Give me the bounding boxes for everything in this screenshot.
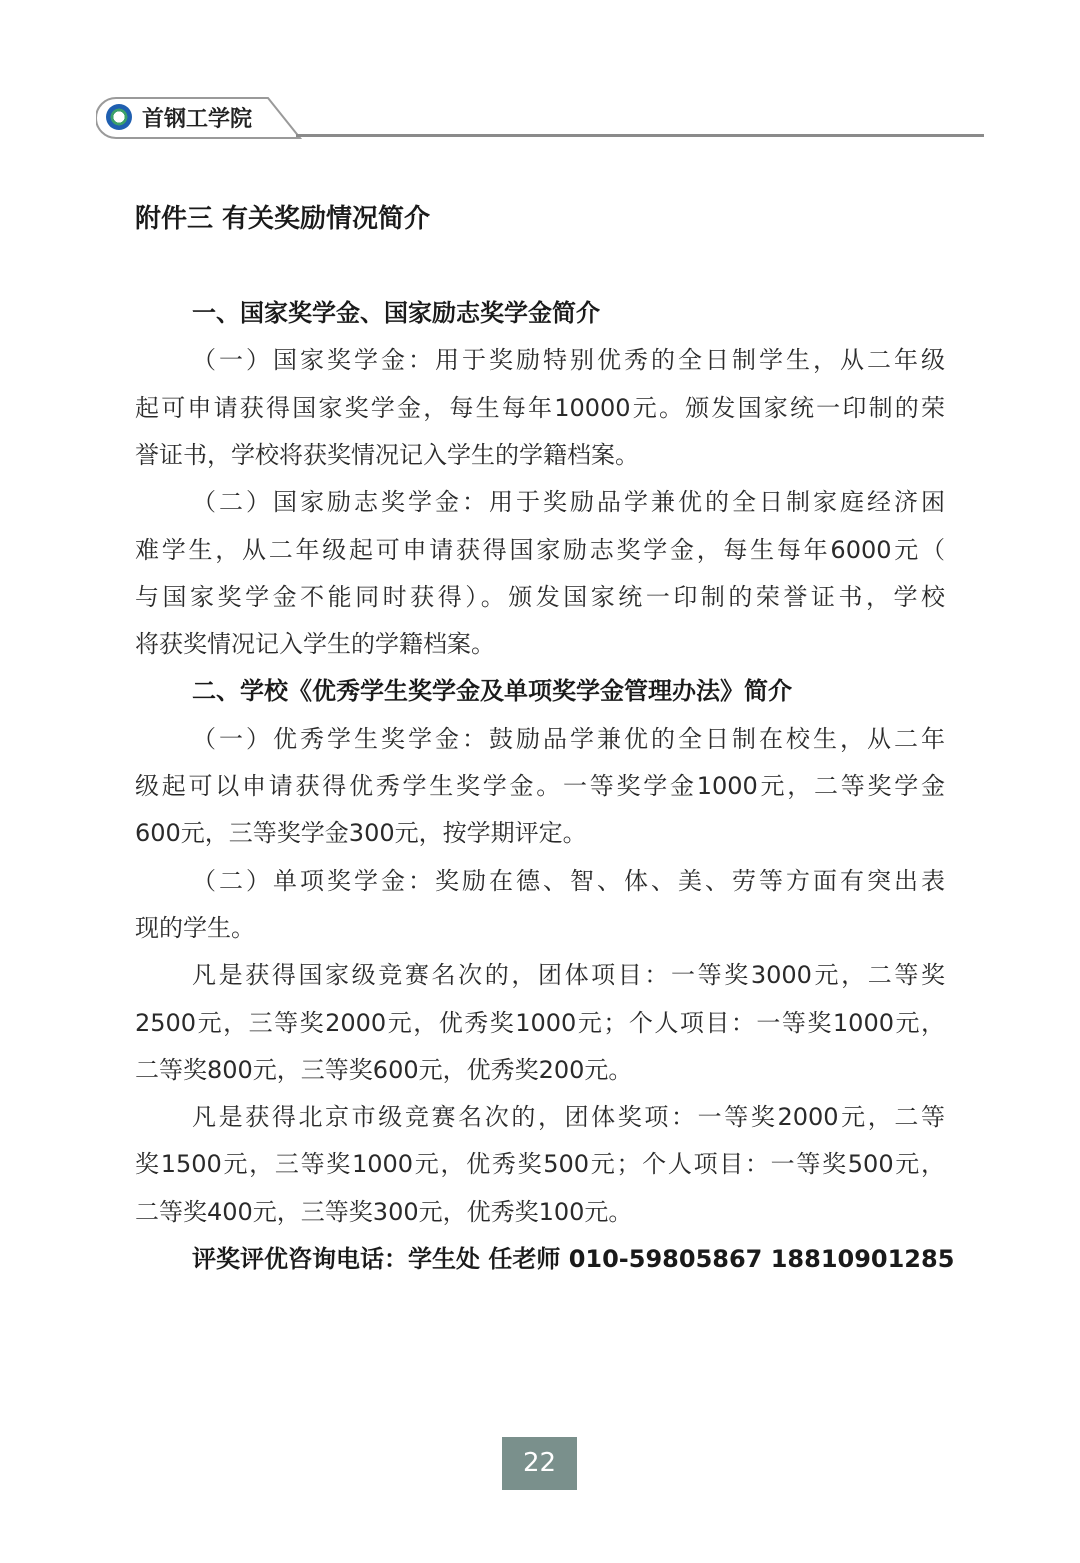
text-line: 600元，三等奖学金300元，按学期评定。 (135, 819, 587, 848)
text-line: 起可申请获得国家奖学金，每生每年10000元。颁发国家统一印制的荣 (135, 393, 945, 422)
page-header (96, 96, 984, 140)
text-line: （二）国家励志奖学金：用于奖励品学兼优的全日制家庭经济困 (192, 488, 945, 517)
text-line: 凡是获得国家级竞赛名次的，团体项目：一等奖3000元，二等奖 (192, 961, 945, 990)
text-line: 将获奖情况记入学生的学籍档案。 (135, 630, 495, 659)
text-line: 现的学生。 (135, 913, 255, 942)
page-title: 附件三 有关奖励情况简介 (135, 204, 431, 234)
text-line: 凡是获得北京市级竞赛名次的，团体奖项：一等奖2000元，二等 (192, 1103, 945, 1132)
text-line: 级起可以申请获得优秀学生奖学金。一等奖学金1000元，二等奖学金 (135, 772, 945, 800)
page-number: 22 (502, 1437, 577, 1490)
header-rule (296, 134, 984, 137)
section-heading: 一、国家奖学金、国家励志奖学金简介 (192, 299, 600, 327)
text-line: 二等奖400元，三等奖300元，优秀奖100元。 (135, 1197, 633, 1226)
text-line: 奖1500元，三等奖1000元，优秀奖500元；个人项目：一等奖500元， (135, 1150, 945, 1179)
text-line: 2500元，三等奖2000元，优秀奖1000元；个人项目：一等奖1000元， (135, 1008, 945, 1037)
text-line: （二）单项奖学金：奖励在德、智、体、美、劳等方面有突出表 (192, 866, 945, 895)
section-heading: 评奖评优咨询电话：学生处 任老师 010-59805867 18810901285 (192, 1245, 955, 1273)
text-line: （一）优秀学生奖学金：鼓励品学兼优的全日制在校生，从二年 (192, 724, 945, 753)
text-line: （一）国家奖学金：用于奖励特别优秀的全日制学生，从二年级 (192, 346, 945, 375)
text-line: 誉证书，学校将获奖情况记入学生的学籍档案。 (135, 440, 639, 469)
school-logo-icon (106, 104, 132, 130)
text-line: 与国家奖学金不能同时获得）。颁发国家统一印制的荣誉证书，学校 (135, 582, 945, 611)
text-line: 二等奖800元，三等奖600元，优秀奖200元。 (135, 1055, 633, 1084)
section-heading: 二、学校《优秀学生奖学金及单项奖学金管理办法》简介 (192, 677, 792, 706)
school-name: 首钢工学院 (142, 106, 253, 132)
text-line: 难学生，从二年级起可申请获得国家励志奖学金，每生每年6000元（ (135, 535, 945, 564)
